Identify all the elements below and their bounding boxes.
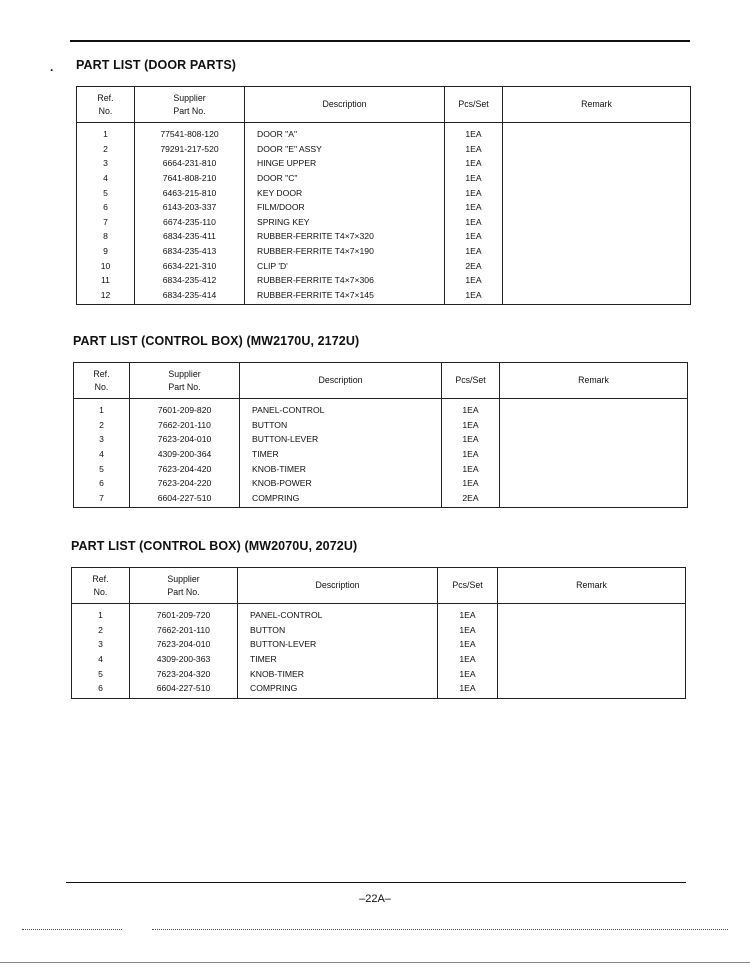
cell-description: TIMER [240,447,442,462]
table-row [72,666,686,681]
cell-pcs-set: 1EA [445,229,503,244]
cell-description: BUTTON-LEVER [240,432,442,447]
cell-part-no: 79291-217-520 [135,142,245,157]
table-row [77,229,691,244]
cell-part-no: 6834-235-411 [135,229,245,244]
cell-pcs-set: 1EA [445,200,503,215]
cell-description: KNOB-TIMER [238,666,438,681]
cell-remark [503,156,691,171]
cell-remark [498,604,686,623]
header-description: Description [240,363,442,399]
section-title-control-box-mw2170u: PART LIST (CONTROL BOX) (MW2170U, 2172U) [73,334,360,348]
cell-remark [500,432,688,447]
cell-description: COMPRING [240,491,442,508]
cell-ref-no: 5 [72,666,130,681]
cell-description: FILM/DOOR [245,200,445,215]
cell-part-no: 6143-203-337 [135,200,245,215]
table-row [77,171,691,186]
cell-ref-no: 12 [77,288,135,305]
cell-ref-no: 10 [77,258,135,273]
cell-description: RUBBER-FERRITE T4×7×145 [245,288,445,305]
cell-description: RUBBER-FERRITE T4×7×190 [245,244,445,259]
cell-remark [503,200,691,215]
table-row [72,637,686,652]
table-row [72,604,686,623]
cell-ref-no: 6 [77,200,135,215]
cell-remark [503,142,691,157]
cell-pcs-set: 1EA [442,461,500,476]
cell-description: PANEL-CONTROL [240,399,442,418]
cell-remark [498,623,686,638]
cell-ref-no: 5 [77,185,135,200]
cell-description: DOOR "E" ASSY [245,142,445,157]
cell-pcs-set: 1EA [445,244,503,259]
cell-pcs-set: 1EA [445,185,503,200]
cell-part-no: 6463-215-810 [135,185,245,200]
cell-remark [500,476,688,491]
cell-part-no: 7662-201-110 [130,623,238,638]
cell-part-no: 7601-209-720 [130,604,238,623]
cell-pcs-set: 1EA [438,652,498,667]
cell-remark [503,171,691,186]
cell-pcs-set: 1EA [445,142,503,157]
bottom-rule [66,882,686,883]
cell-remark [500,399,688,418]
cell-part-no: 7623-204-320 [130,666,238,681]
cell-pcs-set: 1EA [445,171,503,186]
cell-pcs-set: 1EA [438,637,498,652]
cell-pcs-set: 1EA [442,476,500,491]
header-description: Description [238,568,438,604]
cell-description: BUTTON-LEVER [238,637,438,652]
parts-table-control-box-mw2170u [73,362,688,508]
table-row [77,142,691,157]
header-supplier-part-no: Supplier Part No. [135,87,245,123]
cell-ref-no: 7 [74,491,130,508]
cell-ref-no: 6 [72,681,130,698]
cell-description: RUBBER-FERRITE T4×7×320 [245,229,445,244]
cell-ref-no: 1 [77,123,135,142]
cell-part-no: 6634-221-310 [135,258,245,273]
cell-ref-no: 9 [77,244,135,259]
cell-remark [500,491,688,508]
cell-remark [503,273,691,288]
cell-ref-no: 7 [77,215,135,230]
cell-remark [503,288,691,305]
cell-description: RUBBER-FERRITE T4×7×306 [245,273,445,288]
section-title-door-parts: PART LIST (DOOR PARTS) [76,58,237,72]
cell-remark [503,185,691,200]
table-row [72,652,686,667]
cell-remark [500,418,688,433]
header-ref-no: Ref. No. [72,568,130,604]
cell-part-no: 6664-231-810 [135,156,245,171]
cell-pcs-set: 1EA [442,432,500,447]
header-ref-no: Ref. No. [77,87,135,123]
cell-part-no: 6604-227-510 [130,681,238,698]
cell-ref-no: 1 [74,399,130,418]
cell-ref-no: 5 [74,461,130,476]
header-pcs-set: Pcs/Set [445,87,503,123]
cell-description: HINGE UPPER [245,156,445,171]
table-row [72,623,686,638]
cell-ref-no: 2 [74,418,130,433]
header-description: Description [245,87,445,123]
cell-remark [503,258,691,273]
cell-pcs-set: 1EA [442,418,500,433]
cell-remark [503,123,691,142]
cell-part-no: 7662-201-110 [130,418,240,433]
cell-pcs-set: 1EA [438,681,498,698]
table-row [74,432,688,447]
cell-ref-no: 2 [72,623,130,638]
scan-artifact-dots [22,929,122,931]
table-row [74,418,688,433]
cell-ref-no: 8 [77,229,135,244]
cell-part-no: 7623-204-010 [130,432,240,447]
cell-description: CLIP 'D' [245,258,445,273]
header-supplier-part-no: Supplier Part No. [130,568,238,604]
cell-description: COMPRING [238,681,438,698]
table-row [74,399,688,418]
parts-table-control-box-mw2070u [71,567,686,699]
page-number: –22A– [359,893,391,905]
top-rule [70,40,690,42]
cell-part-no: 6834-235-414 [135,288,245,305]
cell-part-no: 6674-235-110 [135,215,245,230]
cell-description: TIMER [238,652,438,667]
table-row [77,273,691,288]
cell-description: DOOR "A" [245,123,445,142]
cell-ref-no: 1 [72,604,130,623]
header-pcs-set: Pcs/Set [438,568,498,604]
table-row [77,258,691,273]
bullet-mark: · [50,63,54,77]
cell-part-no: 6604-227-510 [130,491,240,508]
table-row [77,156,691,171]
cell-pcs-set: 1EA [445,215,503,230]
table-body [72,604,686,699]
cell-part-no: 4309-200-364 [130,447,240,462]
table-row [74,447,688,462]
cell-pcs-set: 2EA [442,491,500,508]
table-row [72,681,686,698]
cell-part-no: 7641-808-210 [135,171,245,186]
cell-remark [503,229,691,244]
cell-description: PANEL-CONTROL [238,604,438,623]
header-supplier-part-no: Supplier Part No. [130,363,240,399]
cell-remark [498,652,686,667]
cell-ref-no: 3 [74,432,130,447]
header-ref-no: Ref. No. [74,363,130,399]
scan-artifact-dots [152,929,728,931]
header-remark: Remark [498,568,686,604]
cell-description: BUTTON [240,418,442,433]
cell-ref-no: 3 [77,156,135,171]
table-row [74,491,688,508]
table-row [74,461,688,476]
cell-part-no: 4309-200-363 [130,652,238,667]
header-remark: Remark [500,363,688,399]
table-row [74,476,688,491]
header-remark: Remark [503,87,691,123]
cell-description: KNOB-TIMER [240,461,442,476]
cell-pcs-set: 1EA [438,604,498,623]
cell-pcs-set: 1EA [445,288,503,305]
table-row [77,288,691,305]
cell-remark [500,461,688,476]
parts-table-door [76,86,691,305]
section-title-control-box-mw2070u: PART LIST (CONTROL BOX) (MW2070U, 2072U) [71,539,358,553]
cell-ref-no: 4 [74,447,130,462]
cell-description: SPRING KEY [245,215,445,230]
table-body [77,123,691,305]
cell-ref-no: 3 [72,637,130,652]
cell-ref-no: 11 [77,273,135,288]
table-row [77,123,691,142]
cell-description: KEY DOOR [245,185,445,200]
cell-ref-no: 4 [72,652,130,667]
cell-part-no: 7623-204-010 [130,637,238,652]
header-pcs-set: Pcs/Set [442,363,500,399]
cell-ref-no: 6 [74,476,130,491]
table-row [77,244,691,259]
cell-pcs-set: 1EA [438,623,498,638]
cell-remark [498,637,686,652]
cell-pcs-set: 1EA [442,447,500,462]
cell-remark [498,666,686,681]
cell-pcs-set: 1EA [438,666,498,681]
scan-artifact-line [0,962,750,963]
cell-pcs-set: 1EA [445,123,503,142]
cell-part-no: 77541-808-120 [135,123,245,142]
cell-description: DOOR "C" [245,171,445,186]
cell-part-no: 7623-204-220 [130,476,240,491]
cell-ref-no: 4 [77,171,135,186]
table-row [77,185,691,200]
cell-remark [498,681,686,698]
cell-part-no: 7623-204-420 [130,461,240,476]
table-row [77,200,691,215]
cell-description: KNOB-POWER [240,476,442,491]
cell-pcs-set: 1EA [445,273,503,288]
cell-pcs-set: 2EA [445,258,503,273]
cell-part-no: 6834-235-413 [135,244,245,259]
cell-remark [503,215,691,230]
cell-part-no: 6834-235-412 [135,273,245,288]
table-row [77,215,691,230]
cell-ref-no: 2 [77,142,135,157]
cell-pcs-set: 1EA [442,399,500,418]
cell-remark [500,447,688,462]
cell-part-no: 7601-209-820 [130,399,240,418]
cell-remark [503,244,691,259]
cell-pcs-set: 1EA [445,156,503,171]
table-body [74,399,688,508]
cell-description: BUTTON [238,623,438,638]
